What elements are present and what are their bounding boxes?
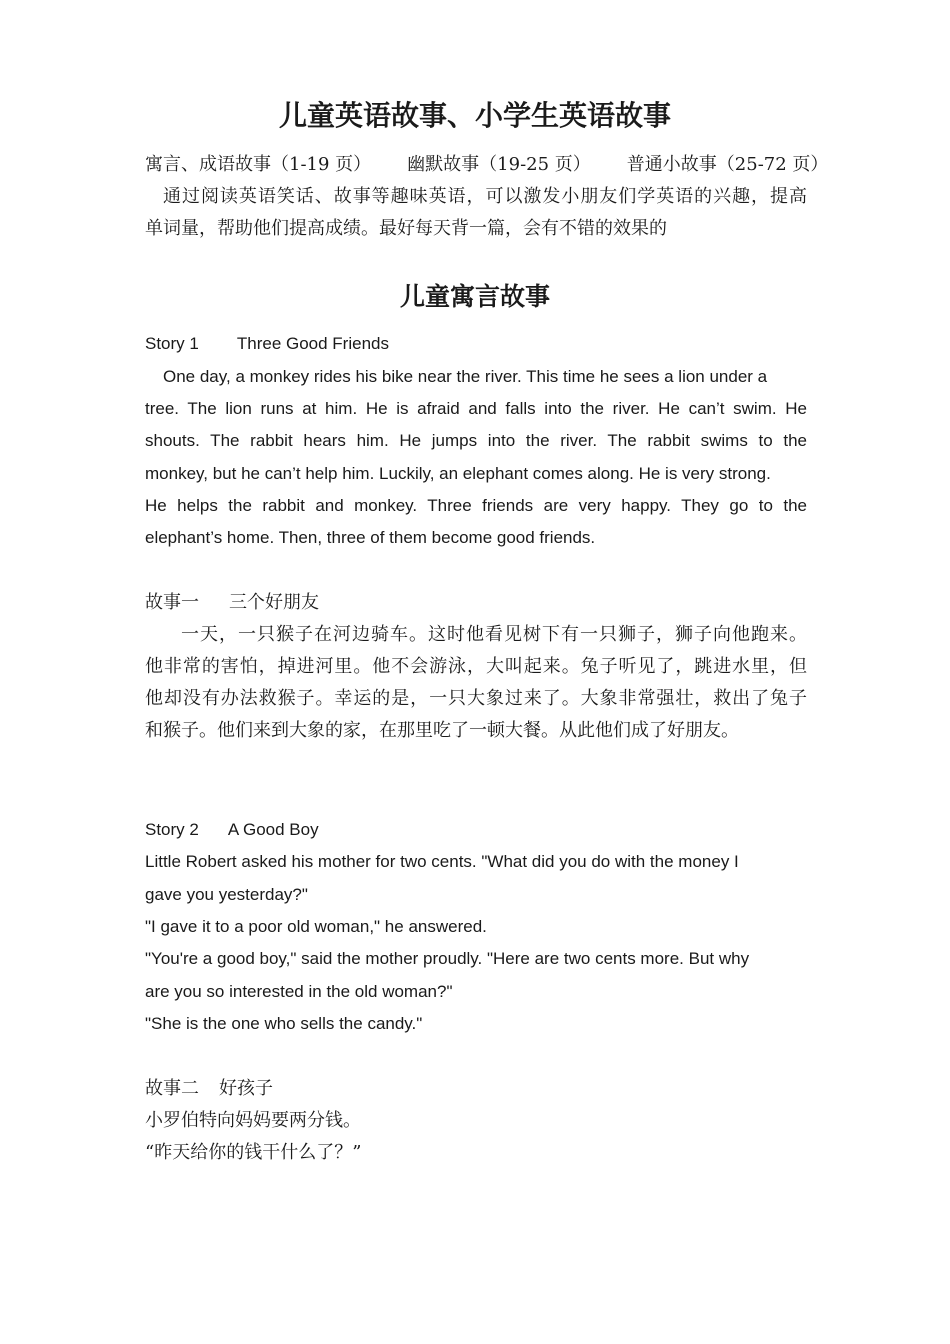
story1-line-5: He helps the rabbit and monkey. Three friends are very happy. They go to the	[145, 496, 807, 515]
page-index	[145, 151, 829, 179]
story2-title: A Good Boy	[227, 820, 319, 839]
story2-line-6: "She is the one who sells the candy."	[145, 1014, 423, 1033]
story2-cn-line-1: 小罗伯特向妈妈要两分钱。	[145, 1110, 361, 1131]
story1-cn-number: 故事一	[145, 592, 199, 613]
story2-cn-title: 好孩子	[219, 1078, 273, 1099]
story1-line-1: One day, a monkey rides his bike near the river. This time he sees a lion under a	[163, 367, 768, 386]
story1-title: Three Good Friends	[236, 334, 389, 353]
story2-line-2: gave you yesterday?"	[145, 885, 308, 904]
story1-cn-line-3: 他却没有办法救猴子。幸运的是，一只大象过来了。大象非常强壮，救出了兔子	[145, 688, 807, 709]
section-title: 儿童寓言故事	[399, 282, 550, 311]
story1-line-4: monkey, but he can’t help him. Luckily, an elephant comes along. He is very strong.	[145, 464, 771, 483]
story2-cn-number: 故事二	[145, 1078, 199, 1099]
intro-line-2: 单词量，帮助他们提高成绩。最好每天背一篇，会有不错的效果的	[145, 218, 667, 239]
story2-number: Story 2	[145, 820, 199, 839]
story1-line-2: tree. The lion runs at him. He is afraid and falls into the river. He can’t swim. He	[145, 399, 807, 418]
story2-line-1: Little Robert asked his mother for two cents. "What did you do with the money I	[145, 852, 739, 871]
story2-line-5: are you so interested in the old woman?"	[145, 982, 453, 1001]
story1-number: Story 1	[145, 334, 199, 353]
story2-line-3: "I gave it to a poor old woman," he answered.	[145, 917, 487, 936]
story2-cn-line-2: “昨天给你的钱干什么了？”	[145, 1142, 362, 1163]
intro-line-1: 通过阅读英语笑话、故事等趣味英语，可以激发小朋友们学英语的兴趣，提高	[163, 186, 807, 207]
story1-cn-line-1: 一天，一只猴子在河边骑车。这时他看见树下有一只狮子，狮子向他跑来。	[181, 624, 807, 645]
story1-cn-heading	[145, 589, 807, 617]
story1-heading	[145, 332, 807, 356]
document-title: 儿童英语故事、小学生英语故事	[278, 99, 671, 132]
story1-line-6: elephant’s home. Then, three of them become good friends.	[145, 528, 596, 547]
index-humor: 幽默故事（19-25 页）	[407, 154, 591, 175]
index-short: 普通小故事（25-72 页）	[626, 154, 829, 175]
story1-cn-line-4: 和猴子。他们来到大象的家，在那里吃了一顿大餐。从此他们成了好朋友。	[145, 720, 739, 741]
story1-cn-title: 三个好朋友	[229, 592, 319, 613]
story2-line-4: "You're a good boy," said the mother proudly. "Here are two cents more. But why	[145, 949, 750, 968]
index-fables: 寓言、成语故事（1-19 页）	[145, 154, 372, 175]
story2-cn-heading	[145, 1075, 807, 1103]
story1-line-3: shouts. The rabbit hears him. He jumps into the river. The rabbit swims to the	[145, 431, 807, 450]
story2-heading	[145, 818, 807, 842]
story1-cn-line-2: 他非常的害怕，掉进河里。他不会游泳，大叫起来。兔子听见了，跳进水里，但	[145, 656, 807, 677]
